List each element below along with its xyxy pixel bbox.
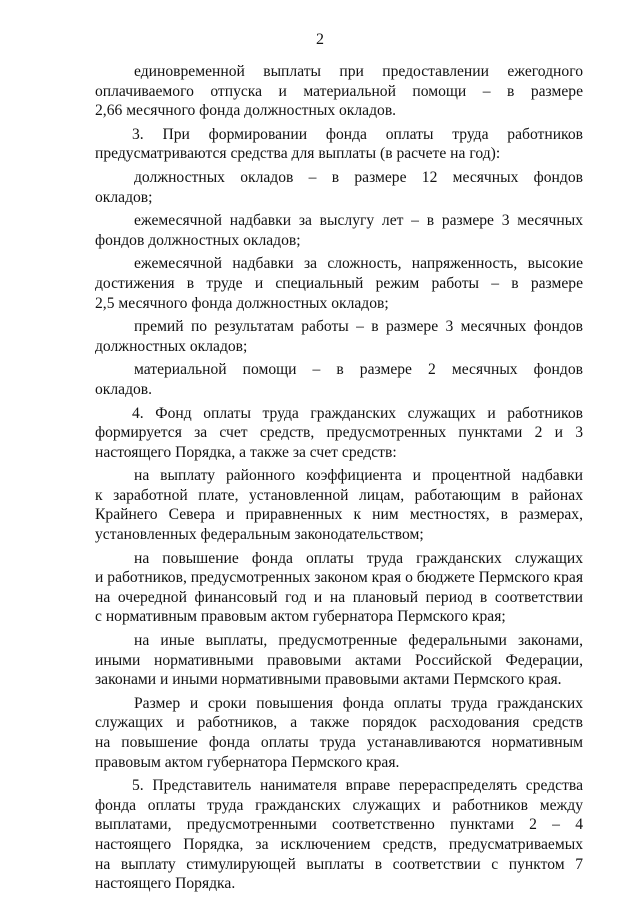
text-line: предусматриваются средства для выплаты (в расчете на год):: [95, 145, 501, 163]
text-line: законами и иными нормативными правовыми актами Пермского края.: [95, 671, 562, 689]
text-line: на выплату районного коэффициента и процентной надбавки: [134, 467, 583, 485]
text-line: правовым актом губернатора Пермского края.: [95, 753, 400, 771]
text-line: окладов.: [95, 380, 153, 398]
text-line: установленных федеральным законодательством;: [95, 526, 424, 544]
text-line: 2,5 месячного фонда должностных окладов;: [95, 294, 389, 312]
text-line: 5. Представитель нанимателя вправе перераспределять средства: [132, 777, 583, 795]
text-line: служащих и работников, а также порядок расходования средств: [95, 714, 583, 732]
text-line: должностных окладов;: [95, 337, 248, 355]
text-line: 2,66 месячного фонда должностных окладов.: [95, 102, 397, 120]
text-line: фондов должностных окладов;: [95, 231, 301, 249]
text-line: ежемесячной надбавки за выслугу лет – в размере 3 месячных: [134, 212, 583, 230]
text-line: с нормативным правовым актом губернатора Пермского края;: [95, 608, 506, 626]
text-line: настоящего Порядка, а также за счет средств:: [95, 443, 397, 461]
text-line: настоящего Порядка.: [95, 875, 236, 893]
text-line: фонда оплаты труда гражданских служащих и работников между: [95, 796, 583, 814]
text-line: формируется за счет средств, предусмотренных пунктами 2 и 3: [95, 424, 583, 442]
text-line: премий по результатам работы – в размере 3 месячных фондов: [134, 318, 583, 336]
text-line: оплачиваемого отпуска и материальной помощи – в размере: [95, 82, 583, 100]
text-line: единовременной выплаты при предоставлении ежегодного: [134, 63, 583, 80]
text-line: к заработной плате, установленной лицам, работающим в районах: [95, 486, 583, 504]
text-line: на иные выплаты, предусмотренные федеральными законами,: [134, 632, 583, 650]
text-line: иными нормативными правовыми актами Российской Федерации,: [95, 651, 583, 669]
text-line: на повышение фонда оплаты труда устанавливаются нормативным: [95, 734, 583, 751]
text-line: ежемесячной надбавки за сложность, напряженность, высокие: [134, 255, 583, 273]
page-number: 2: [316, 31, 324, 48]
text-line: выплатами, предусмотренными соответственно пунктами 2 – 4: [95, 816, 583, 834]
document-body: [95, 62, 583, 894]
text-line: на выплату стимулирующей выплаты в соответствии с пунктом 7: [95, 855, 583, 873]
text-line: 3. При формировании фонда оплаты труда работников: [132, 125, 583, 143]
text-line: на повышение фонда оплаты труда гражданских служащих: [134, 549, 583, 567]
text-line: материальной помощи – в размере 2 месячных фондов: [134, 361, 583, 379]
text-line: на очередной финансовый год и на плановый период в соответствии: [95, 588, 583, 606]
text-line: настоящего Порядка, за исключением средств, предусматриваемых: [95, 835, 583, 853]
text-line: должностных окладов – в размере 12 месячных фондов: [134, 168, 583, 186]
text-line: Крайнего Севера и приравненных к ним местностях, в размерах,: [95, 506, 583, 524]
text-line: 4. Фонд оплаты труда гражданских служащих и работников: [132, 404, 583, 422]
text-line: окладов;: [95, 188, 153, 206]
text-line: Размер и сроки повышения фонда оплаты труда гражданских: [134, 694, 583, 712]
text-line: достижения в труде и специальный режим работы – в размере: [95, 274, 583, 292]
text-line: и работников, предусмотренных законом края о бюджете Пермского края: [95, 569, 583, 587]
